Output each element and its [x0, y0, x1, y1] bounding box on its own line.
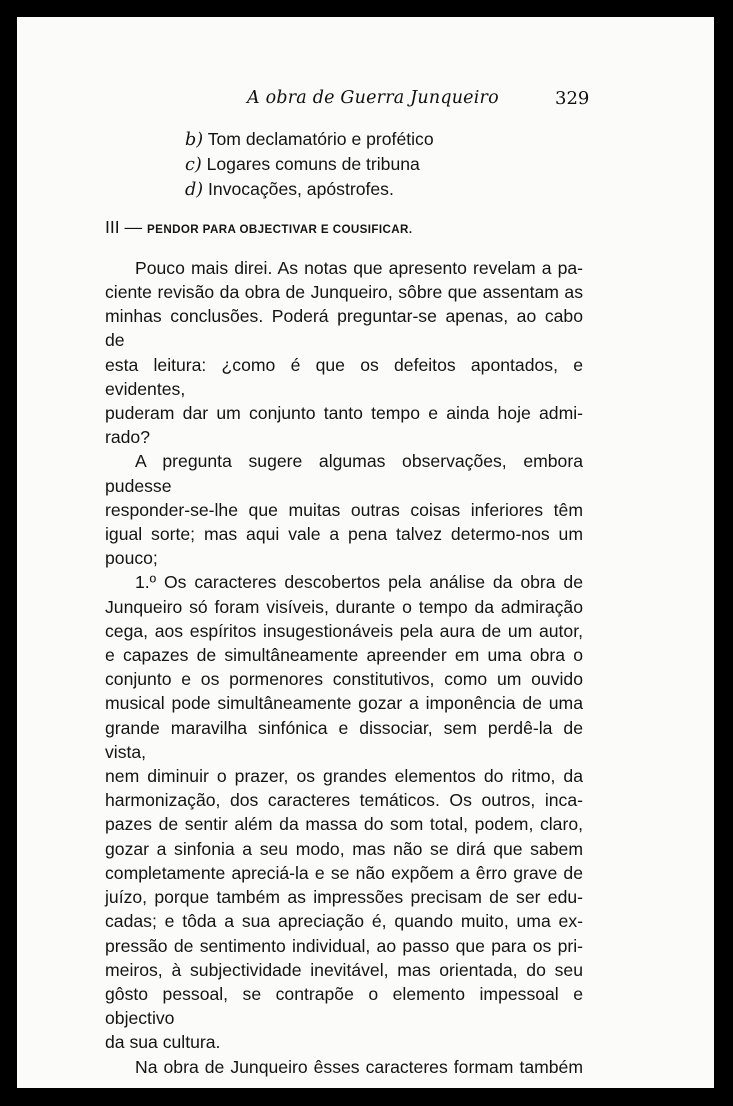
list-item-d [185, 177, 583, 202]
paragraph-line: conjunto e os pormenores constitutivos, como um ouvido [105, 669, 583, 690]
list-item-c [185, 152, 583, 177]
paragraph-line: juízo, porque também as impressões precisam de ser edu- [105, 887, 583, 908]
paragraph-line: A pregunta sugere algumas observações, embora pudesse [105, 451, 583, 496]
paragraph-line: pouco; [105, 548, 158, 569]
paragraph-line: cadas; e tôda a sua apreciação é, quando muito, uma ex- [105, 911, 583, 932]
paragraph-line: nem diminuir o prazer, os grandes elementos do ritmo, da [105, 766, 583, 787]
paragraph-line: 1.º Os caracteres descobertos pela análise da obra de [135, 572, 583, 593]
paragraph-line: harmonização, dos caracteres temáticos. Os outros, inca- [105, 790, 583, 811]
running-title: A obra de Guerra Junqueiro [247, 88, 499, 108]
paragraph-line: completamente apreciá-la e se não expõem a êrro grave de [105, 862, 583, 883]
paragraph-line: da sua cultura. [105, 1032, 221, 1053]
paragraph-line: grande maravilha sinfónica e dissociar, sem perdê-la de vista, [105, 717, 583, 762]
paragraph-line: responder-se-lhe que muitas outras coisas inferiores têm [105, 499, 583, 520]
section-heading [105, 215, 583, 242]
paragraph-line: e capazes de simultâneamente apreender em uma obra o [105, 645, 583, 666]
list-letter: b) [185, 130, 204, 150]
list-text: Invocações, apóstrofes. [203, 179, 394, 200]
paragraph-line: meiros, à subjectividade inevitável, mas orientada, do seu [105, 959, 583, 980]
paragraph-line: igual sorte; mas aqui vale a pena talvez determo-nos um [105, 524, 583, 545]
paragraph-line: Na obra de Junqueiro êsses caracteres formam também [135, 1056, 583, 1077]
list-letter: c) [185, 155, 202, 176]
paragraph-line: puderam dar um conjunto tanto tempo e ainda hoje admi- [105, 403, 583, 424]
section-title: PENDOR PARA OBJECTIVAR E COUSIFICAR. [147, 222, 413, 236]
paragraph-line: Junqueiro só foram visíveis, durante o tempo da admiração [105, 596, 583, 617]
paragraph-line: ciente revisão da obra de Junqueiro, sôbre que assentam as [105, 282, 583, 303]
page-number: 329 [555, 88, 590, 109]
paragraph-line: rado? [105, 427, 150, 448]
list-item-b [185, 127, 583, 152]
section-dash: — [119, 216, 148, 237]
page-header [17, 88, 714, 118]
list-text: Tom declamatório e profético [203, 129, 434, 149]
paragraph-line: gozar a sinfonia a seu modo, mas não se dirá que sabem [105, 838, 583, 859]
list-letter: d) [185, 180, 204, 201]
paragraph-line: cega, aos espíritos insugestionáveis pela aura de um autor, [105, 620, 583, 641]
paragraph-line: esta leitura: ¿como é que os defeitos apontados, e evidentes, [105, 354, 583, 399]
paragraph-line: minhas conclusões. Poderá preguntar-se apenas, ao cabo de [105, 306, 583, 351]
paragraph-line: musical pode simultâneamente gozar a imponência de uma [105, 693, 583, 714]
paragraph-line: pazes de sentir além da massa do som total, podem, claro, [105, 814, 583, 835]
section-numeral: III [105, 216, 120, 237]
paragraph-line: pressão de sentimento individual, ao passo que para os pri- [105, 935, 583, 956]
list-text: Logares comuns de tribuna [201, 154, 420, 175]
paragraph-line: gôsto pessoal, se contrapõe o elemento impessoal e objectivo [105, 983, 583, 1029]
book-page [17, 17, 714, 1088]
page-body [105, 127, 583, 1079]
paragraph-line: Pouco mais direi. As notas que apresento revelam a pa- [135, 257, 583, 278]
